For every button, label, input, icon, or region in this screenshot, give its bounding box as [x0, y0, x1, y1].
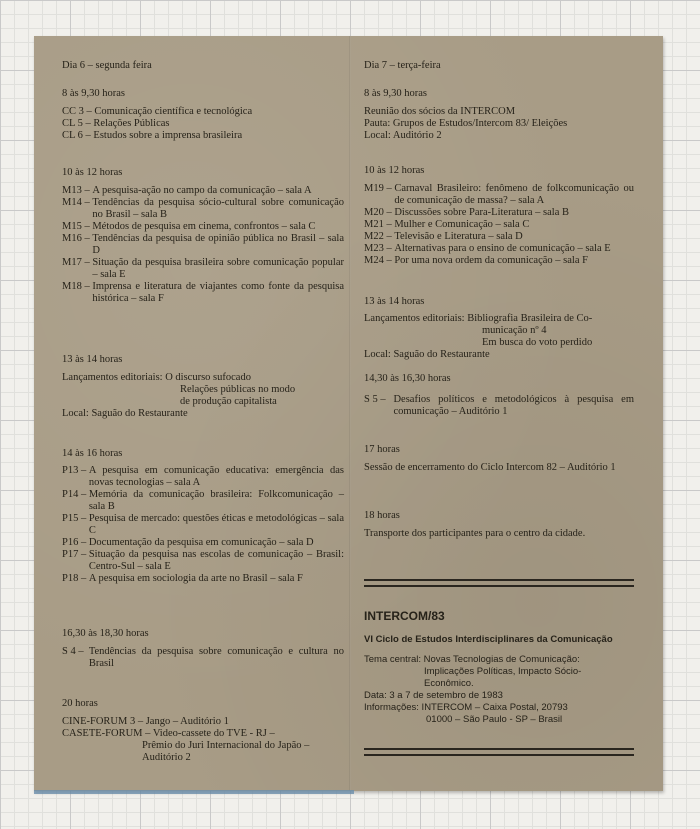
center-fold — [349, 36, 351, 791]
session-item — [364, 183, 634, 207]
launch-label: Lançamentos editoriais: — [62, 372, 163, 383]
event-dates: Data: 3 a 7 de setembro de 1983 — [364, 690, 503, 701]
book-line — [62, 372, 344, 384]
session-code: M14 – — [62, 197, 90, 208]
event-line: CINE-FORUM 3 – Jango – Auditório 1 — [62, 716, 229, 727]
session-item — [62, 257, 344, 281]
time-slot: 13 às 14 horas — [364, 296, 425, 307]
time-slot: 16,30 às 18,30 horas — [62, 628, 149, 639]
venue: Local: Saguão do Restaurante — [62, 408, 188, 419]
session-item — [364, 207, 634, 219]
session-code: P15 – — [62, 513, 87, 524]
venue: Local: Auditório 2 — [364, 130, 442, 141]
session-code: M19 – — [364, 183, 392, 194]
session-item — [62, 281, 344, 305]
box-subtitle: VI Ciclo de Estudos Interdisciplinares da Comunicação — [364, 634, 613, 645]
time-slot: 10 às 12 horas — [364, 165, 425, 176]
session-title: Tendências da pesquisa de opinião pública no Brasil – sala D — [92, 233, 344, 256]
time-slot: 8 às 9,30 horas — [62, 88, 125, 99]
book-title: Em busca do voto perdido — [482, 337, 593, 348]
session-title: Documentação da pesquisa em comunicação – sala D — [88, 537, 314, 548]
session-code: M13 – — [62, 185, 90, 196]
venue: Local: Saguão do Restaurante — [364, 349, 490, 360]
evening-events — [62, 716, 344, 764]
session-item — [62, 537, 344, 549]
session-code: CC 3 – — [62, 106, 92, 117]
session-item — [62, 489, 344, 513]
session-title: Tendências da pesquisa sobre comunicação e cultura no Brasil — [88, 646, 344, 669]
program-leaflet — [34, 36, 663, 791]
session-item — [62, 197, 344, 221]
session-title: Imprensa e literatura de viajantes como fonte da pesquisa histórica – sala F — [92, 281, 344, 304]
transport-note: Transporte dos participantes para o centro da cidade. — [364, 528, 586, 539]
time-slot: 8 às 9,30 horas — [364, 88, 427, 99]
session-title: Situação da pesquisa nas escolas de comunicação – Brasil: Centro-Sul – sala E — [88, 549, 344, 572]
session-title: A pesquisa-ação no campo da comunicação – sala A — [92, 185, 312, 196]
session-item — [364, 394, 634, 418]
session-title: Televisão e Literatura – sala D — [394, 231, 523, 242]
session-title: Tendências da pesquisa sócio-cultural sobre comunicação no Brasil – sala B — [92, 197, 344, 220]
session-code: M20 – — [364, 207, 392, 218]
book-launches — [364, 313, 634, 361]
book-title: O discurso sufocado — [165, 372, 251, 383]
session-title: Mulher e Comunicação – sala C — [394, 219, 530, 230]
session-list — [62, 465, 344, 585]
session-code: M15 – — [62, 221, 90, 232]
session-code: M17 – — [62, 257, 90, 268]
session-item — [62, 573, 344, 585]
session-title: Estudos sobre a imprensa brasileira — [93, 130, 243, 141]
session-code: M18 – — [62, 281, 90, 292]
session-item — [62, 233, 344, 257]
session-code: CL 6 – — [62, 130, 91, 141]
book-title: de produção capitalista — [180, 396, 277, 407]
session-code: CL 5 – — [62, 118, 91, 129]
meeting-agenda: Pauta: Grupos de Estudos/Intercom 83/ Eleições — [364, 118, 568, 129]
session-code: M21 – — [364, 219, 392, 230]
time-slot: 20 horas — [62, 698, 98, 709]
session-code: P13 – — [62, 465, 87, 476]
session-item — [62, 513, 344, 537]
theme-line: Econômico. — [424, 678, 474, 689]
theme-line: Tema central: Novas Tecnologias de Comunicação: — [364, 654, 580, 665]
time-slot: 13 às 14 horas — [62, 354, 123, 365]
session-code: P14 – — [62, 489, 87, 500]
members-meeting — [364, 106, 634, 142]
time-slot: 17 horas — [364, 444, 400, 455]
event-line: Prêmio do Juri Internacional do Japão – — [142, 740, 310, 751]
divider-rule — [364, 585, 634, 587]
book-title: Bibliografia Brasileira de Co- — [467, 313, 593, 324]
session-list — [62, 185, 344, 305]
contact-line: 01000 – São Paulo - SP – Brasil — [426, 714, 563, 725]
session-code: P18 – — [62, 573, 87, 584]
session-code: P16 – — [62, 537, 87, 548]
session-title: Carnaval Brasileiro: fenômeno de folkcomunicação ou de comunicação de massa? – sala A — [394, 183, 634, 206]
session-title: Memória da comunicação brasileira: Folkcomunicação – sala B — [88, 489, 344, 512]
book-line — [364, 313, 634, 325]
session-item — [62, 221, 344, 233]
session-title: Discussões sobre Para-Literatura – sala B — [394, 207, 569, 218]
session-item — [364, 255, 634, 267]
session-title: A pesquisa em sociologia da arte no Brasil – sala F — [88, 573, 303, 584]
session-title: Desafios políticos e metodológicos à pesquisa em comunicação – Auditório 1 — [393, 394, 634, 417]
time-slot: 14,30 às 16,30 horas — [364, 373, 451, 384]
session-item — [62, 646, 344, 670]
day-title: Dia 7 – terça-feira — [364, 60, 441, 71]
session-code: M16 – — [62, 233, 90, 244]
session-title: A pesquisa em comunicação educativa: emergência das novas tecnologias – sala A — [88, 465, 344, 488]
session-item — [62, 118, 344, 130]
divider-rule — [364, 748, 634, 750]
session-title: Relações Públicas — [93, 118, 170, 129]
session-title: Alternativas para o ensino de comunicação – sala E — [394, 243, 611, 254]
session-list — [62, 106, 344, 142]
divider-rule — [364, 754, 634, 756]
session-code: M24 – — [364, 255, 392, 266]
session-title: Situação da pesquisa brasileira sobre comunicação popular – sala E — [92, 257, 344, 280]
book-launches — [62, 372, 344, 420]
time-slot: 18 horas — [364, 510, 400, 521]
session-item — [364, 243, 634, 255]
book-title: Relações públicas no modo — [180, 384, 296, 395]
event-info — [364, 654, 634, 726]
session-title: Pesquisa de mercado: questões éticas e metodológicas – sala C — [88, 513, 344, 536]
session-item — [62, 465, 344, 489]
session-item — [62, 185, 344, 197]
session-title: Por uma nova ordem da comunicação – sala F — [394, 255, 588, 266]
divider-rule — [364, 579, 634, 581]
time-slot: 14 às 16 horas — [62, 448, 123, 459]
session-code: P17 – — [62, 549, 87, 560]
session-item — [62, 106, 344, 118]
book-title: municação nº 4 — [482, 325, 547, 336]
event-line: CASETE-FORUM – Video-cassete do TVE - RJ – — [62, 728, 275, 739]
session-item — [364, 219, 634, 231]
box-title: INTERCOM/83 — [364, 609, 445, 623]
day-title: Dia 6 – segunda feira — [62, 60, 152, 71]
session-code: S 4 – — [62, 646, 84, 657]
session-item — [62, 549, 344, 573]
closing-session — [364, 462, 634, 474]
session-code: S 5 – — [364, 394, 386, 405]
time-slot: 10 às 12 horas — [62, 167, 123, 178]
contact-line: Informações: INTERCOM – Caixa Postal, 20793 — [364, 702, 568, 713]
event-line: Auditório 2 — [142, 752, 191, 763]
launch-label: Lançamentos editoriais: — [364, 313, 465, 324]
session-code: M22 – — [364, 231, 392, 242]
session-item — [62, 130, 344, 142]
backing-strip — [34, 790, 354, 794]
session-list — [364, 183, 634, 267]
session-title: Comunicação científica e tecnológica — [94, 106, 253, 117]
session-code: M23 – — [364, 243, 392, 254]
theme-line: Implicações Políticas, Impacto Sócio- — [424, 666, 582, 677]
meeting-line: Reunião dos sócios da INTERCOM — [364, 106, 516, 117]
closing-text: Sessão de encerramento do Ciclo Intercom 82 – Auditório 1 — [364, 462, 616, 473]
session-item — [364, 231, 634, 243]
session-title: Métodos de pesquisa em cinema, confrontos – sala C — [92, 221, 316, 232]
